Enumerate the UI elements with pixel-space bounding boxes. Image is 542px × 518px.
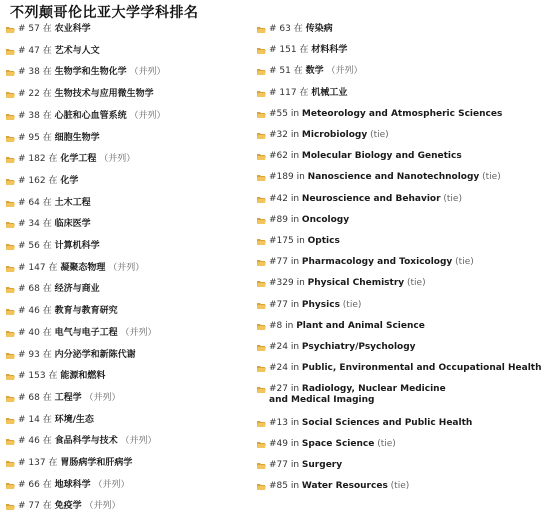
subject-name: 艺术与人文 [54,45,100,56]
open-folder-icon [6,91,15,98]
subject-name: 化学工程 [60,154,97,165]
rank-label: # 182 在 [18,154,61,165]
tie-label: (tie) [367,130,389,140]
open-folder-icon [6,286,15,293]
open-folder-icon [257,111,266,118]
open-folder-icon [6,352,15,359]
ranking-text [18,480,129,491]
rank-label: # 40 在 [18,327,55,338]
ranking-text [269,460,342,471]
subject-name: 传染病 [305,24,333,34]
subject-name: 心脏和心血管系统 [54,110,127,121]
subject-name: Optics [307,236,340,246]
ranking-item [6,480,129,491]
rank-label: #77 in [269,299,302,310]
tie-label: （并列） [96,154,136,165]
rank-label: # 34 在 [18,219,55,230]
rank-label: #175 in [269,236,308,246]
open-folder-icon [6,503,15,510]
ranking-item [6,263,144,274]
ranking-item [257,300,361,311]
ranking-text [18,67,165,78]
tie-label: （并列） [90,479,130,490]
ranking-text [18,458,132,469]
ranking-item [6,415,94,426]
open-folder-icon [6,48,15,55]
open-folder-icon [257,280,266,287]
ranking-item [257,66,362,77]
open-folder-icon [6,265,15,272]
subject-name: Physical Chemistry [307,278,405,289]
ranking-text [18,501,120,512]
rank-label: # 77 在 [18,501,55,512]
rank-label: #49 in [269,438,302,449]
ranking-item [257,215,349,226]
open-folder-icon [6,221,15,228]
subject-name: Nanoscience and Nanotechnology [307,172,480,183]
ranking-item [6,458,132,469]
ranking-item [257,194,462,205]
ranking-item [6,284,100,295]
ranking-item [6,306,118,317]
subject-name: Psychiatry/Psychology [301,342,416,352]
subject-name: 机械工业 [311,87,348,98]
ranking-text [269,257,474,268]
tie-label: (tie) [479,172,501,183]
tie-label: （并列） [117,436,157,447]
ranking-item [257,130,389,141]
open-folder-icon [257,386,266,393]
ranking-text [269,194,462,205]
subject-name: 环境/生态 [54,414,94,425]
tie-label: (tie) [374,438,396,449]
open-folder-icon [6,178,15,185]
rank-label: # 95 在 [18,132,55,143]
ranking-item [6,393,120,404]
open-folder-icon [257,153,266,160]
open-folder-icon [257,196,266,203]
ranking-item [6,67,165,78]
ranking-item [6,111,165,122]
tie-label: (tie) [339,299,362,310]
ranking-item [257,172,501,183]
ranking-text [18,154,135,165]
open-folder-icon [257,483,266,490]
rank-label: #8 in [269,320,297,331]
rank-label: #42 in [269,193,302,204]
ranking-text [18,436,156,447]
ranking-item [257,342,416,353]
ranking-text [18,241,100,252]
ranking-item [6,241,100,252]
ranking-item [6,46,100,57]
subject-name: Space Science [301,438,375,449]
subject-name: 生物学和生物化学 [54,67,127,78]
ranking-item [6,350,136,361]
ranking-text [269,66,362,77]
tie-label: (tie) [404,278,426,289]
ranking-item [257,278,426,289]
open-folder-icon [257,132,266,139]
rank-label: # 68 在 [18,392,55,403]
rank-label: # 47 在 [18,45,55,56]
tie-label: （并列） [126,110,166,121]
ranking-text [269,88,347,99]
open-folder-icon [257,47,266,54]
ranking-text [269,151,462,162]
rank-label: # 51 在 [269,66,306,77]
tie-label: （并列） [105,262,145,273]
subject-name: Meteorology and Atmospheric Sciences [301,108,503,119]
rank-label: # 38 在 [18,67,55,78]
subject-name: 细胞生物学 [54,132,100,143]
open-folder-icon [6,373,15,380]
open-folder-icon [6,330,15,337]
subject-name: 工程学 [54,392,82,403]
rank-label: #77 in [269,257,302,268]
ranking-item [257,151,462,162]
open-folder-icon [257,68,266,75]
tie-label: （并列） [126,67,166,78]
ranking-item [257,363,542,374]
subject-name: 免疫学 [54,501,82,512]
ranking-text [18,350,136,361]
subject-name: Social Sciences and Public Health [301,417,473,428]
subject-name: 内分泌学和新陈代谢 [54,349,136,360]
open-folder-icon [6,200,15,207]
ranking-text [18,111,165,122]
ranking-text [18,371,105,382]
ranking-text [269,418,472,429]
rank-label: #24 in [269,342,302,352]
open-folder-icon [6,438,15,445]
tie-label: (tie) [440,193,462,204]
ranking-text [269,172,501,183]
rank-label: # 56 在 [18,241,55,251]
ranking-item [6,154,135,165]
subject-name: 农业科学 [54,24,91,34]
rank-label: # 147 在 [18,262,61,273]
ranking-text [18,263,144,274]
ranking-text [269,321,425,332]
subject-name: Pharmacology and Toxicology [301,257,453,268]
subject-name: Radiology, Nuclear Medicine and Medical Imaging [269,384,446,406]
page-title: 不列颠哥伦比亚大学学科排名 [10,5,199,21]
ranking-item [257,24,333,35]
rank-label: #85 in [269,481,302,492]
open-folder-icon [257,302,266,309]
subject-name: Water Resources [301,481,388,492]
ranking-text [18,219,91,230]
rank-label: # 22 在 [18,89,55,100]
ranking-text [269,384,454,406]
subject-name: 凝聚态物理 [60,262,106,273]
subject-name: 食品科学与技术 [54,436,118,447]
open-folder-icon [257,238,266,245]
ranking-text [18,176,78,187]
rank-label: # 137 在 [18,458,61,468]
ranking-item [257,418,472,429]
rank-label: #329 in [269,278,308,289]
subject-name: 计算机科学 [54,241,100,251]
ranking-text [269,481,409,492]
subject-name: 数学 [305,66,324,77]
open-folder-icon [257,26,266,33]
subject-name: Microbiology [301,130,368,140]
subject-name: 土木工程 [54,197,91,208]
ranking-text [269,278,426,289]
ranking-item [6,24,91,35]
rank-label: #32 in [269,130,302,140]
subject-name: 地球科学 [54,479,91,490]
ranking-item [257,109,502,120]
tie-label: (tie) [452,257,474,268]
ranking-text [18,328,156,339]
rank-label: # 117 在 [269,87,312,98]
rank-label: # 151 在 [269,45,312,56]
rank-label: # 38 在 [18,110,55,121]
ranking-text [269,215,349,226]
subject-name: Plant and Animal Science [296,320,425,331]
ranking-text [18,89,154,100]
ranking-item [6,176,78,187]
ranking-item [257,481,409,492]
rank-label: #62 in [269,151,302,162]
open-folder-icon [257,90,266,97]
ranking-item [6,328,156,339]
subject-name: Physics [301,299,340,310]
tie-label: (tie) [387,481,410,492]
ranking-text [269,363,542,374]
tie-label: （并列） [323,66,363,77]
ranking-item [6,219,91,230]
ranking-text [269,109,502,120]
rank-label: # 64 在 [18,197,55,208]
open-folder-icon [257,365,266,372]
rank-label: # 68 在 [18,284,55,295]
ranking-text [18,198,91,209]
ranking-text [269,130,389,141]
subject-name: 胃肠病学和肝病学 [60,458,133,468]
open-folder-icon [6,308,15,315]
ranking-text [269,45,347,56]
rank-label: #55 in [269,108,302,119]
rank-label: #77 in [269,460,302,470]
open-folder-icon [6,395,15,402]
tie-label: （并列） [81,392,121,403]
rank-label: # 46 在 [18,306,55,317]
ranking-text [269,342,416,353]
rank-label: #24 in [269,363,302,374]
subject-name: Oncology [301,214,350,225]
ranking-item [257,88,347,99]
open-folder-icon [257,420,266,427]
ranking-text [18,133,100,144]
rank-label: #13 in [269,417,302,428]
open-folder-icon [6,26,15,33]
ranking-text [269,24,333,35]
ranking-item [257,439,396,450]
subject-name: Molecular Biology and Genetics [301,151,462,162]
open-folder-icon [257,323,266,330]
open-folder-icon [257,259,266,266]
ranking-item [6,436,156,447]
ranking-text [269,300,361,311]
open-folder-icon [6,135,15,142]
subject-name: 能源和燃料 [60,371,106,382]
open-folder-icon [6,156,15,163]
ranking-item [257,460,342,471]
subject-name: 教育与教育研究 [54,306,118,317]
ranking-text [269,236,340,247]
ranking-text [18,306,118,317]
rank-label: # 57 在 [18,24,55,34]
ranking-item [6,198,91,209]
rank-label: # 63 在 [269,24,306,34]
subject-name: Neuroscience and Behavior [301,193,441,204]
rank-label: # 93 在 [18,349,55,360]
rank-label: #89 in [269,214,302,225]
ranking-item [257,45,347,56]
rank-label: # 46 在 [18,436,55,447]
subject-name: 电气与电子工程 [54,327,118,338]
open-folder-icon [257,441,266,448]
ranking-text [18,393,120,404]
rank-label: #189 in [269,172,308,183]
rank-label: # 14 在 [18,414,55,425]
ranking-text [18,415,94,426]
ranking-text [18,24,91,35]
subject-name: 临床医学 [54,219,91,230]
rank-label: # 153 在 [18,371,61,382]
subject-name: Public, Environmental and Occupational Health [301,363,542,374]
subject-name: Surgery [301,460,343,470]
ranking-text [269,439,396,450]
open-folder-icon [257,462,266,469]
ranking-item [257,257,474,268]
ranking-item [6,133,100,144]
rank-label: # 162 在 [18,175,61,186]
open-folder-icon [257,217,266,224]
subject-name: 经济与商业 [54,284,100,295]
tie-label: （并列） [81,501,121,512]
open-folder-icon [6,243,15,250]
ranking-item [257,321,425,332]
ranking-item [6,89,154,100]
ranking-item [6,501,120,512]
open-folder-icon [257,344,266,351]
rank-label: #27 in [269,384,302,395]
ranking-text [18,46,100,57]
subject-name: 生物技术与应用微生物学 [54,89,154,100]
tie-label: （并列） [117,327,157,338]
open-folder-icon [6,482,15,489]
ranking-item [6,371,105,382]
open-folder-icon [257,174,266,181]
open-folder-icon [6,69,15,76]
open-folder-icon [6,460,15,467]
subject-name: 材料科学 [311,45,348,56]
open-folder-icon [6,113,15,120]
subject-name: 化学 [60,175,79,186]
ranking-text [18,284,100,295]
rank-label: # 66 在 [18,479,55,490]
open-folder-icon [6,417,15,424]
ranking-item [257,236,340,247]
ranking-item [257,384,454,406]
